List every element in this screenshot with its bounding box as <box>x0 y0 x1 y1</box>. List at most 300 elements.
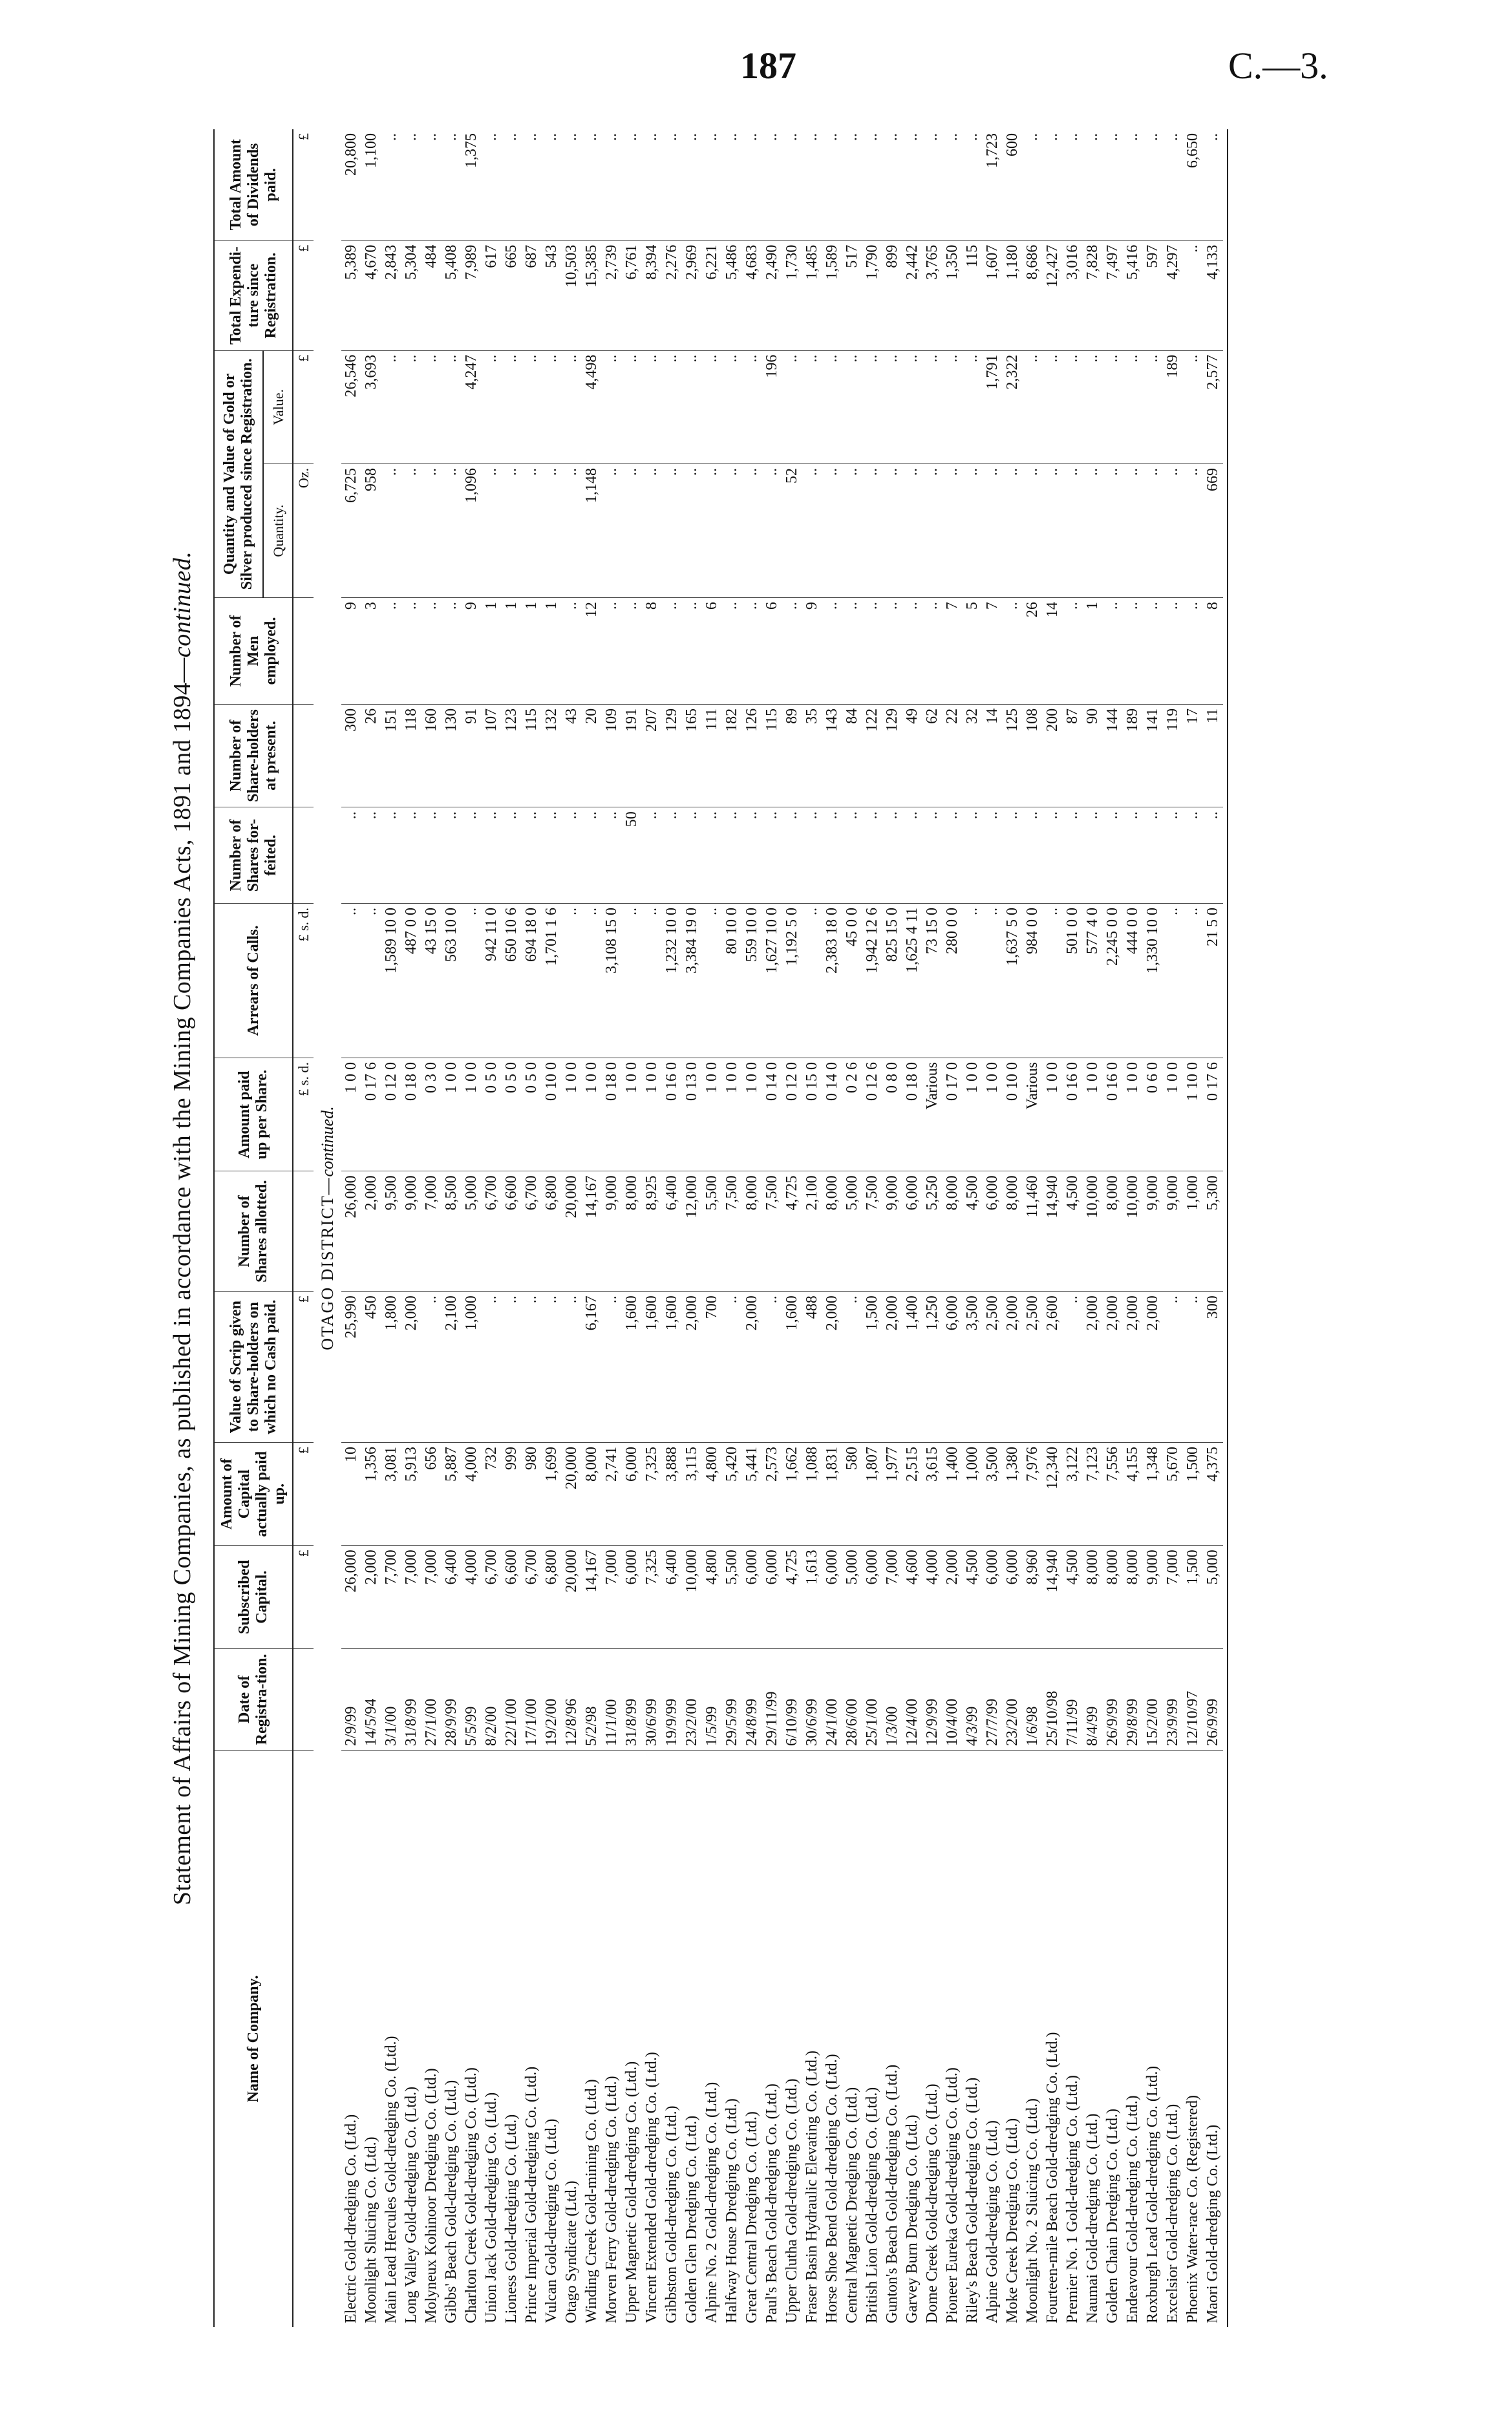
shares-allotted: 6,800 <box>542 1171 562 1292</box>
shares-forfeited: .. <box>1103 807 1123 904</box>
dividends-paid: .. <box>1164 133 1181 141</box>
units-cell <box>293 704 314 807</box>
capital-paid-up: 4,375 <box>1203 1443 1223 1546</box>
subscribed-capital: 2,000 <box>942 1546 963 1648</box>
arrears-of-calls: 43 15 0 <box>421 903 442 1058</box>
shares-forfeited: .. <box>662 807 682 904</box>
gold-quantity: .. <box>1063 463 1083 597</box>
shareholders: 165 <box>682 704 702 807</box>
men-employed: 1 <box>502 598 522 705</box>
units-row <box>293 129 314 2327</box>
gold-quantity: .. <box>1103 463 1123 597</box>
amount-per-share: 1 0 0 <box>642 1058 662 1171</box>
dividends-paid: .. <box>583 133 600 141</box>
subscribed-capital: 4,500 <box>1063 1546 1083 1648</box>
total-expenditure: 1,607 <box>983 240 1003 350</box>
capital-paid-up: 4,800 <box>702 1443 722 1546</box>
companies-table <box>213 129 1228 2327</box>
shareholders: 151 <box>381 704 401 807</box>
arrears-of-calls: 1,942 12 6 <box>862 903 882 1058</box>
gold-quantity: .. <box>662 463 682 597</box>
gold-value: .. <box>522 350 542 463</box>
gold-quantity: .. <box>682 463 702 597</box>
table-row <box>702 129 722 2327</box>
registration-date: 22/1/00 <box>502 1648 522 1750</box>
total-expenditure: 115 <box>963 240 983 350</box>
total-expenditure: 4,683 <box>742 240 762 350</box>
company-name: Halfway House Dredging Co. (Ltd.) <box>722 1751 742 2328</box>
scrip-value: 6,000 <box>942 1292 963 1443</box>
subscribed-capital: 6,000 <box>862 1546 882 1648</box>
subscribed-capital: 1,613 <box>802 1546 822 1648</box>
amount-per-share: 0 18 0 <box>602 1058 622 1171</box>
shares-allotted: 7,000 <box>421 1171 442 1292</box>
shares-forfeited: .. <box>702 807 722 904</box>
amount-per-share: 1 0 0 <box>341 1058 361 1171</box>
shares-forfeited: .. <box>682 807 702 904</box>
arrears-of-calls: .. <box>702 903 722 1058</box>
header-gold-group: Quantity and Value of Gold or Silver produced since Registration. <box>214 350 263 598</box>
scrip-value: .. <box>1063 1292 1083 1443</box>
shares-forfeited: .. <box>522 807 542 904</box>
scrip-value: 450 <box>361 1292 381 1443</box>
arrears-of-calls: 650 10 6 <box>502 903 522 1058</box>
arrears-of-calls: 694 18 0 <box>522 903 542 1058</box>
men-employed: .. <box>922 598 942 705</box>
gold-quantity: .. <box>802 463 822 597</box>
shares-forfeited: .. <box>482 807 502 904</box>
table-row <box>1083 129 1103 2327</box>
shares-forfeited: .. <box>381 807 401 904</box>
amount-per-share: 1 0 0 <box>1043 1058 1063 1171</box>
arrears-of-calls: 1,627 10 0 <box>762 903 782 1058</box>
capital-paid-up: 1,356 <box>361 1443 381 1546</box>
shareholders: 125 <box>1003 704 1023 807</box>
capital-paid-up: 999 <box>502 1443 522 1546</box>
gold-value: .. <box>842 350 862 463</box>
table-row <box>862 129 882 2327</box>
company-name: Electric Gold-dredging Co. (Ltd.) <box>341 1751 361 2328</box>
company-name: Lioness Gold-dredging Co. (Ltd.) <box>502 1751 522 2328</box>
gold-value: .. <box>1043 350 1063 463</box>
shares-forfeited: .. <box>762 807 782 904</box>
shareholders: 35 <box>802 704 822 807</box>
units-cell: £ <box>295 133 312 140</box>
subscribed-capital: 4,725 <box>782 1546 802 1648</box>
header-subscribed: Subscribed Capital. <box>214 1546 293 1648</box>
scrip-value: .. <box>421 1292 442 1443</box>
company-name: Alpine No. 2 Gold-dredging Co. (Ltd.) <box>702 1751 722 2328</box>
shareholders: 129 <box>662 704 682 807</box>
shares-forfeited: .. <box>562 807 582 904</box>
district-heading <box>314 129 341 2327</box>
registration-date: 3/1/00 <box>381 1648 401 1750</box>
table-row <box>802 129 822 2327</box>
capital-paid-up: 20,000 <box>562 1443 582 1546</box>
shareholders: 123 <box>502 704 522 807</box>
registration-date: 23/9/99 <box>1163 1648 1183 1750</box>
shareholders: 90 <box>1083 704 1103 807</box>
men-employed: 1 <box>542 598 562 705</box>
total-expenditure: 7,989 <box>462 240 482 350</box>
men-employed: .. <box>662 598 682 705</box>
shares-allotted: 6,000 <box>983 1171 1003 1292</box>
shares-forfeited: .. <box>1003 807 1023 904</box>
registration-date: 8/2/00 <box>482 1648 502 1750</box>
subscribed-capital: 6,000 <box>762 1546 782 1648</box>
gold-value: .. <box>782 350 802 463</box>
dividends-paid: .. <box>623 133 640 141</box>
units-cell: £ <box>293 240 314 350</box>
gold-quantity: .. <box>922 463 942 597</box>
shareholders: 144 <box>1103 704 1123 807</box>
gold-quantity: .. <box>822 463 842 597</box>
registration-date: 29/5/99 <box>722 1648 742 1750</box>
subscribed-capital: 1,500 <box>1183 1546 1203 1648</box>
shares-allotted: 5,300 <box>1203 1171 1223 1292</box>
amount-per-share: 0 2 6 <box>842 1058 862 1171</box>
registration-date: 1/3/00 <box>882 1648 902 1750</box>
company-name: Roxburgh Lead Gold-dredging Co. (Ltd.) <box>1143 1751 1163 2328</box>
shares-allotted: 7,500 <box>862 1171 882 1292</box>
header-scrip: Value of Scrip given to Share-holders on which no Cash paid. <box>214 1292 293 1443</box>
scrip-value: 2,000 <box>822 1292 842 1443</box>
total-expenditure: 543 <box>542 240 562 350</box>
dividends-paid: .. <box>1044 133 1061 141</box>
dividends-paid: .. <box>824 133 840 141</box>
registration-date: 31/8/99 <box>401 1648 421 1750</box>
total-expenditure: 3,765 <box>922 240 942 350</box>
header-forfeited: Number of Shares for-feited. <box>214 807 293 904</box>
men-employed: 6 <box>702 598 722 705</box>
document-reference: C.—3. <box>1228 45 1328 87</box>
capital-paid-up: 980 <box>522 1443 542 1546</box>
capital-paid-up: 3,500 <box>983 1443 1003 1546</box>
header-name: Name of Company. <box>214 1751 293 2328</box>
subscribed-capital: 14,940 <box>1043 1546 1063 1648</box>
table-row <box>922 129 942 2327</box>
total-expenditure: 4,133 <box>1203 240 1223 350</box>
shares-allotted: 8,000 <box>1103 1171 1123 1292</box>
header-men: Number of Men employed. <box>214 598 293 705</box>
arrears-of-calls: 1,589 10 0 <box>381 903 401 1058</box>
registration-date: 28/9/99 <box>442 1648 462 1750</box>
total-expenditure: 597 <box>1143 240 1163 350</box>
shares-forfeited: .. <box>1083 807 1103 904</box>
dividends-paid: 6,650 <box>1184 133 1201 168</box>
gold-value: .. <box>882 350 902 463</box>
dividends-paid: .. <box>904 133 921 141</box>
total-expenditure: 6,221 <box>702 240 722 350</box>
company-name: Fraser Basin Hydraulic Elevating Co. (Ltd.) <box>802 1751 822 2328</box>
men-employed: .. <box>742 598 762 705</box>
amount-per-share: 0 3 0 <box>421 1058 442 1171</box>
dividends-paid: .. <box>743 133 760 141</box>
gold-quantity: .. <box>482 463 502 597</box>
amount-per-share: 1 0 0 <box>722 1058 742 1171</box>
subscribed-capital: 4,000 <box>462 1546 482 1648</box>
shares-allotted: 4,500 <box>963 1171 983 1292</box>
dividends-paid: .. <box>523 133 540 141</box>
total-expenditure: 5,486 <box>722 240 742 350</box>
scrip-value: 1,800 <box>381 1292 401 1443</box>
dividends-paid: .. <box>643 133 660 141</box>
registration-date: 12/4/00 <box>902 1648 922 1750</box>
table-row <box>1103 129 1123 2327</box>
scrip-value: 2,100 <box>442 1292 462 1443</box>
capital-paid-up: 1,662 <box>782 1443 802 1546</box>
capital-paid-up: 1,000 <box>963 1443 983 1546</box>
registration-date: 15/2/00 <box>1143 1648 1163 1750</box>
dividends-paid: .. <box>783 133 800 141</box>
men-employed: 9 <box>341 598 361 705</box>
gold-value: .. <box>742 350 762 463</box>
registration-date: 26/9/99 <box>1103 1648 1123 1750</box>
registration-date: 24/1/00 <box>822 1648 842 1750</box>
capital-paid-up: 1,831 <box>822 1443 842 1546</box>
shares-forfeited: .. <box>842 807 862 904</box>
shares-allotted: 5,500 <box>702 1171 722 1292</box>
shareholders: 122 <box>862 704 882 807</box>
company-name: Garvey Burn Dredging Co. (Ltd.) <box>902 1751 922 2328</box>
total-expenditure: 1,485 <box>802 240 822 350</box>
units-cell: £ s. d. <box>293 1058 314 1171</box>
registration-date: 26/9/99 <box>1203 1648 1223 1750</box>
scrip-value: .. <box>482 1292 502 1443</box>
shareholders: 84 <box>842 704 862 807</box>
amount-per-share: 0 12 0 <box>381 1058 401 1171</box>
shares-allotted: 7,500 <box>762 1171 782 1292</box>
capital-paid-up: 1,088 <box>802 1443 822 1546</box>
shareholders: 200 <box>1043 704 1063 807</box>
shareholders: 89 <box>782 704 802 807</box>
registration-date: 23/2/00 <box>682 1648 702 1750</box>
dividends-paid: .. <box>683 133 700 141</box>
table-row <box>361 129 381 2327</box>
total-expenditure: 1,730 <box>782 240 802 350</box>
district-name: OTAGO DISTRICT— <box>318 1177 337 1350</box>
amount-per-share: 0 16 0 <box>1063 1058 1083 1171</box>
gold-quantity: .. <box>942 463 963 597</box>
shareholders: 160 <box>421 704 442 807</box>
amount-per-share: 0 15 0 <box>802 1058 822 1171</box>
gold-value: .. <box>401 350 421 463</box>
company-name: Fourteen-mile Beach Gold-dredging Co. (Ltd.) <box>1043 1751 1063 2328</box>
arrears-of-calls: 559 10 0 <box>742 903 762 1058</box>
gold-quantity: 6,725 <box>341 463 361 597</box>
men-employed: 26 <box>1023 598 1043 705</box>
shareholders: 87 <box>1063 704 1083 807</box>
gold-value: .. <box>702 350 722 463</box>
capital-paid-up: 5,913 <box>401 1443 421 1546</box>
arrears-of-calls: 2,245 0 0 <box>1103 903 1123 1058</box>
page-number: 187 <box>740 45 796 87</box>
gold-quantity: .. <box>381 463 401 597</box>
total-expenditure: 10,503 <box>562 240 582 350</box>
total-expenditure: 15,385 <box>582 240 602 350</box>
shares-forfeited: .. <box>902 807 922 904</box>
arrears-of-calls: .. <box>562 903 582 1058</box>
registration-date: 31/8/99 <box>622 1648 642 1750</box>
scrip-value: 2,600 <box>1043 1292 1063 1443</box>
shares-allotted: 11,460 <box>1023 1171 1043 1292</box>
district-row <box>314 129 341 2327</box>
shares-allotted: 4,725 <box>782 1171 802 1292</box>
subscribed-capital: 6,000 <box>622 1546 642 1648</box>
units-cell <box>293 1751 314 2328</box>
subscribed-capital: 6,000 <box>742 1546 762 1648</box>
men-employed: .. <box>562 598 582 705</box>
header-quantity: Quantity. <box>263 463 293 597</box>
shareholders: 49 <box>902 704 922 807</box>
company-name: Vulcan Gold-dredging Co. (Ltd.) <box>542 1751 562 2328</box>
scrip-value: 2,500 <box>1023 1292 1043 1443</box>
table-row <box>542 129 562 2327</box>
amount-per-share: 1 0 0 <box>562 1058 582 1171</box>
arrears-of-calls: .. <box>361 903 381 1058</box>
table-row <box>822 129 842 2327</box>
gold-value: 1,791 <box>983 350 1003 463</box>
gold-value: .. <box>421 350 442 463</box>
total-expenditure: 12,427 <box>1043 240 1063 350</box>
shareholders: 132 <box>542 704 562 807</box>
company-name: Moke Creek Dredging Co. (Ltd.) <box>1003 1751 1023 2328</box>
arrears-of-calls: 73 15 0 <box>922 903 942 1058</box>
company-name: Pioneer Eureka Gold-dredging Co. (Ltd.) <box>942 1751 963 2328</box>
registration-date: 25/1/00 <box>862 1648 882 1750</box>
arrears-of-calls: .. <box>582 903 602 1058</box>
table-row <box>602 129 622 2327</box>
shareholders: 17 <box>1183 704 1203 807</box>
capital-paid-up: 5,420 <box>722 1443 742 1546</box>
shares-forfeited: .. <box>442 807 462 904</box>
company-name: British Lion Gold-dredging Co. (Ltd.) <box>862 1751 882 2328</box>
subscribed-capital: 5,000 <box>1203 1546 1223 1648</box>
men-employed: 9 <box>462 598 482 705</box>
capital-paid-up: 7,556 <box>1103 1443 1123 1546</box>
subscribed-capital: 6,000 <box>1003 1546 1023 1648</box>
shares-allotted: 6,700 <box>522 1171 542 1292</box>
gold-quantity: .. <box>442 463 462 597</box>
capital-paid-up: 1,380 <box>1003 1443 1023 1546</box>
scrip-value: 1,400 <box>902 1292 922 1443</box>
men-employed: .. <box>722 598 742 705</box>
shares-forfeited: .. <box>341 807 361 904</box>
subscribed-capital: 6,400 <box>662 1546 682 1648</box>
capital-paid-up: 1,977 <box>882 1443 902 1546</box>
amount-per-share: 1 0 0 <box>1083 1058 1103 1171</box>
company-name: Otago Syndicate (Ltd.) <box>562 1751 582 2328</box>
company-name: Long Valley Gold-dredging Co. (Ltd.) <box>401 1751 421 2328</box>
company-name: Charlton Creek Gold-dredging Co. (Ltd.) <box>462 1751 482 2328</box>
gold-value: .. <box>682 350 702 463</box>
men-employed: .. <box>782 598 802 705</box>
shareholders: 119 <box>1163 704 1183 807</box>
total-expenditure: 517 <box>842 240 862 350</box>
total-expenditure: 6,761 <box>622 240 642 350</box>
company-name: Golden Chain Dredging Co. (Ltd.) <box>1103 1751 1123 2328</box>
men-employed: 1 <box>522 598 542 705</box>
total-expenditure: 1,350 <box>942 240 963 350</box>
table-row <box>1123 129 1143 2327</box>
shares-allotted: 9,000 <box>602 1171 622 1292</box>
total-expenditure: 8,686 <box>1023 240 1043 350</box>
title-continued: continued. <box>169 551 196 658</box>
company-name: Morven Ferry Gold-dredging Co. (Ltd.) <box>602 1751 622 2328</box>
table-row <box>582 129 602 2327</box>
company-name: Dome Creek Gold-dredging Co. (Ltd.) <box>922 1751 942 2328</box>
capital-paid-up: 2,515 <box>902 1443 922 1546</box>
shareholders: 126 <box>742 704 762 807</box>
total-expenditure: 5,389 <box>341 240 361 350</box>
dividends-paid: .. <box>804 133 820 141</box>
men-employed: .. <box>1183 598 1203 705</box>
gold-value: .. <box>562 350 582 463</box>
subscribed-capital: 4,500 <box>963 1546 983 1648</box>
gold-value: .. <box>542 350 562 463</box>
table-row <box>482 129 502 2327</box>
shares-forfeited: .. <box>742 807 762 904</box>
scrip-value: 1,500 <box>862 1292 882 1443</box>
gold-quantity: .. <box>502 463 522 597</box>
shares-forfeited: .. <box>862 807 882 904</box>
shares-allotted: 8,000 <box>742 1171 762 1292</box>
arrears-of-calls: 280 0 0 <box>942 903 963 1058</box>
shares-allotted: 6,700 <box>482 1171 502 1292</box>
gold-quantity: 1,096 <box>462 463 482 597</box>
subscribed-capital: 6,400 <box>442 1546 462 1648</box>
capital-paid-up: 1,500 <box>1183 1443 1203 1546</box>
shareholders: 141 <box>1143 704 1163 807</box>
shares-allotted: 20,000 <box>562 1171 582 1292</box>
shares-forfeited: .. <box>942 807 963 904</box>
gold-value: 196 <box>762 350 782 463</box>
table-row <box>1043 129 1063 2327</box>
shares-forfeited: .. <box>602 807 622 904</box>
rotated-table-page <box>168 129 1383 2327</box>
gold-value: .. <box>1103 350 1123 463</box>
company-name: Alpine Gold-dredging Co. (Ltd.) <box>983 1751 1003 2328</box>
registration-date: 1/5/99 <box>702 1648 722 1750</box>
shares-forfeited: .. <box>963 807 983 904</box>
units-cell: £ <box>293 1546 314 1648</box>
arrears-of-calls: 3,108 15 0 <box>602 903 622 1058</box>
capital-paid-up: 5,887 <box>442 1443 462 1546</box>
gold-value: .. <box>963 350 983 463</box>
gold-value: .. <box>802 350 822 463</box>
shares-forfeited: .. <box>1063 807 1083 904</box>
shareholders: 191 <box>622 704 642 807</box>
capital-paid-up: 1,348 <box>1143 1443 1163 1546</box>
scrip-value: .. <box>542 1292 562 1443</box>
table-row <box>442 129 462 2327</box>
registration-date: 7/11/99 <box>1063 1648 1083 1750</box>
total-expenditure: 2,442 <box>902 240 922 350</box>
subscribed-capital: 4,800 <box>702 1546 722 1648</box>
units-cell: £ <box>293 1292 314 1443</box>
capital-paid-up: 4,000 <box>462 1443 482 1546</box>
registration-date: 19/2/00 <box>542 1648 562 1750</box>
capital-paid-up: 5,441 <box>742 1443 762 1546</box>
arrears-of-calls: .. <box>642 903 662 1058</box>
shares-forfeited: .. <box>882 807 902 904</box>
table-row <box>842 129 862 2327</box>
gold-quantity: .. <box>542 463 562 597</box>
gold-value: .. <box>442 350 462 463</box>
shares-allotted: 26,000 <box>341 1171 361 1292</box>
men-employed: .. <box>1063 598 1083 705</box>
amount-per-share: 1 0 0 <box>1163 1058 1183 1171</box>
